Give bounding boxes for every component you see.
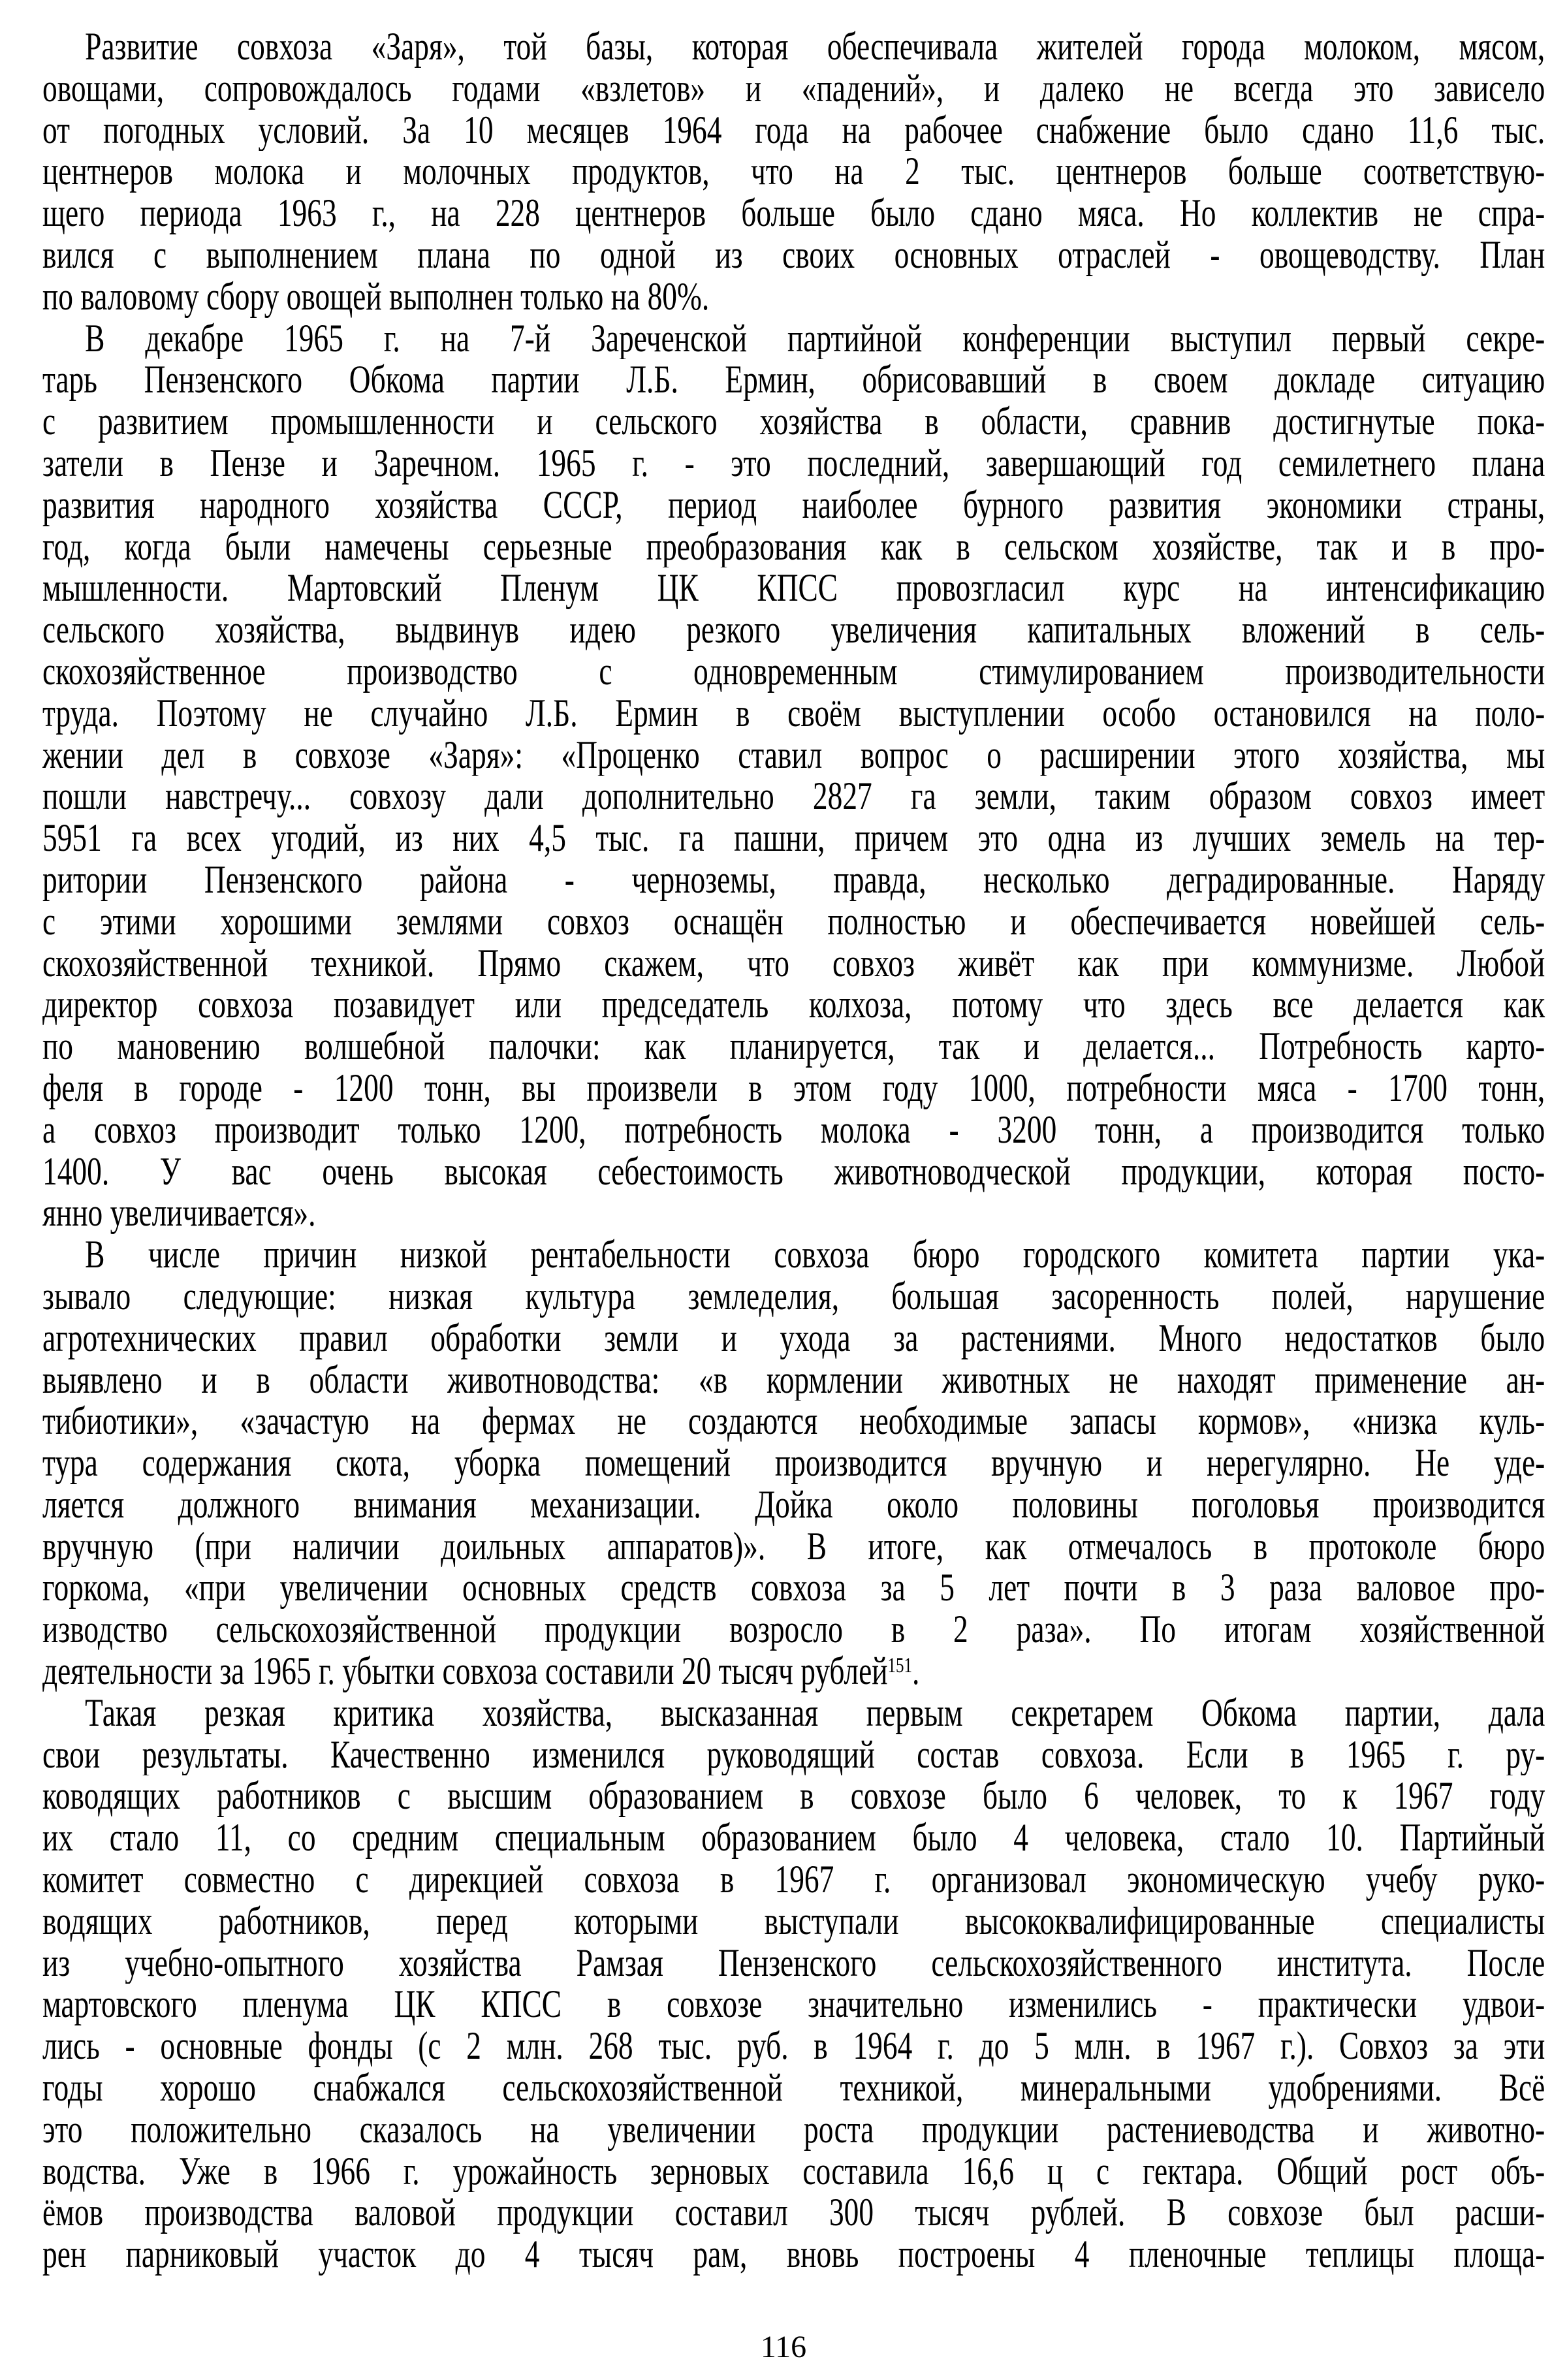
- text-line: В декабре 1965 г. на 7-й Зареченской партийной конференции выступил первый секре-: [85, 317, 1545, 360]
- text-line: тарь Пензенского Обкома партии Л.Б. Ермин, обрисовавший в своем докладе ситуацию: [42, 359, 1545, 402]
- paragraph: [42, 318, 1545, 1235]
- text-line: водства. Уже в 1966 г. урожайность зерновых составила 16,6 ц с гектара. Общий рост объ-: [42, 2150, 1545, 2193]
- text-line: директор совхоза позавидует или председатель колхоза, потому что здесь все делается как: [42, 984, 1545, 1026]
- text-line: овощами, сопровождалось годами «взлетов» и «падений», и далеко не всегда это зависело: [42, 67, 1545, 110]
- text-line: развития народного хозяйства СССР, период наиболее бурного развития экономики страны,: [42, 484, 1545, 526]
- text-line: 1400. У вас очень высокая себестоимость животноводческой продукции, которая посто-: [42, 1150, 1545, 1193]
- text-line: годы хорошо снабжался сельскохозяйственной техникой, минеральными удобрениями. Всё: [42, 2067, 1545, 2109]
- text-line: феля в городе - 1200 тонн, вы произвели в этом году 1000, потребности мяса - 1700 тонн,: [42, 1067, 1545, 1109]
- text-line: их стало 11, со средним специальным образованием было 4 человека, стало 10. Партийный: [42, 1817, 1545, 1860]
- text-line: Развитие совхоза «Заря», той базы, которая обеспечивала жителей города молоком, мясом,: [85, 26, 1545, 68]
- text-line: центнеров молока и молочных продуктов, что на 2 тыс. центнеров больше соответствую-: [42, 151, 1545, 193]
- text-line: изводство сельскохозяйственной продукции возросло в 2 раза». По итогам хозяйственной: [42, 1609, 1545, 1651]
- text-line: Такая резкая критика хозяйства, высказанная первым секретарем Обкома партии, дала: [85, 1692, 1545, 1734]
- text-line: В числе причин низкой рентабельности совхоза бюро городского комитета партии ука-: [85, 1234, 1545, 1276]
- text-line: скохозяйственное производство с одновременным стимулированием производительности: [42, 650, 1545, 693]
- page-number: 116: [760, 2330, 807, 2364]
- text-line: труда. Поэтому не случайно Л.Б. Ермин в своём выступлении особо остановился на поло-: [42, 692, 1545, 735]
- text-line: затели в Пензе и Заречном. 1965 г. - это последний, завершающий год семилетнего плана: [42, 442, 1545, 484]
- text-line: лись - основные фонды (с 2 млн. 268 тыс. руб. в 1964 г. до 5 млн. в 1967 г.). Совхоз за эти: [42, 2025, 1545, 2068]
- text-line: деятельности за 1965 г. убытки совхоза составили 20 тысяч рублей$^{151}$.: [42, 1651, 920, 1692]
- text-line: комитет совместно с дирекцией совхоза в 1967 г. организовал экономическую учебу руко-: [42, 1859, 1545, 1901]
- text-line: ритории Пензенского района - черноземы, правда, несколько деградированные. Наряду: [42, 859, 1545, 901]
- text-line: сельского хозяйства, выдвинув идею резкого увеличения капитальных вложений в сель-: [42, 609, 1545, 651]
- paragraph: [42, 26, 1545, 318]
- text-line: тибиотики», «зачастую на фермах не создаются необходимые запасы кормов», «низка куль-: [42, 1401, 1545, 1443]
- text-line: свои результаты. Качественно изменился руководящий состав совхоза. Если в 1965 г. ру-: [42, 1734, 1545, 1776]
- text-line: жении дел в совхозе «Заря»: «Проценко ставил вопрос о расширении этого хозяйства, мы: [42, 734, 1545, 776]
- text-line: мышленности. Мартовский Пленум ЦК КПСС провозгласил курс на интенсификацию: [42, 567, 1545, 610]
- text-line: мартовского пленума ЦК КПСС в совхозе значительно изменились - практически удвои-: [42, 1984, 1545, 2026]
- text-line: с развитием промышленности и сельского хозяйства в области, сравнив достигнутые пока-: [42, 401, 1545, 443]
- text-line: зывало следующие: низкая культура земледелия, большая засоренность полей, нарушение: [42, 1275, 1545, 1318]
- paragraph: [42, 1692, 1545, 2276]
- text-line: пошли навстречу... совхозу дали дополнительно 2827 га земли, таким образом совхоз имеет: [42, 776, 1545, 818]
- text-line: ёмов производства валовой продукции составил 300 тысяч рублей. В совхозе был расши-: [42, 2192, 1545, 2234]
- text-line: ляется должного внимания механизации. Дойка около половины поголовья производится: [42, 1484, 1545, 1526]
- text-line: а совхоз производит только 1200, потребность молока - 3200 тонн, а производится только: [42, 1109, 1545, 1151]
- text-line: щего периода 1963 г., на 228 центнеров больше было сдано мяса. Но коллектив не спра-: [42, 193, 1545, 234]
- text-line: вился с выполнением плана по одной из своих основных отраслей - овощеводству. План: [42, 234, 1545, 276]
- text-line: водящих работников, перед которыми выступали высококвалифицированные специалисты: [42, 1900, 1545, 1943]
- text-line: год, когда были намечены серьезные преобразования как в сельском хозяйстве, так и в про-: [42, 526, 1545, 568]
- footnote-ref: 151: [887, 1653, 913, 1677]
- text-line: янно увеличивается».: [42, 1192, 316, 1235]
- text-line: агротехнических правил обработки земли и ухода за растениями. Много недостатков было: [42, 1317, 1545, 1359]
- text-line: 5951 га всех угодий, из них 4,5 тыс. га пашни, причем это одна из лучших земель на тер-: [42, 817, 1545, 859]
- text-line: скохозяйственной техникой. Прямо скажем, что совхоз живёт как при коммунизме. Любой: [42, 942, 1545, 985]
- text-line: это положительно сказалось на увеличении роста продукции растениеводства и животно-: [42, 2108, 1545, 2151]
- text-line: с этими хорошими землями совхоз оснащён полностью и обеспечивается новейшей сель-: [42, 900, 1545, 943]
- text-line: от погодных условий. За 10 месяцев 1964 года на рабочее снабжение было сдано 11,6 тыс.: [42, 109, 1545, 151]
- paragraph: [42, 1234, 1545, 1692]
- page-text: [42, 26, 1545, 2276]
- text-line: тура содержания скота, уборка помещений производится вручную и нерегулярно. Не уде-: [42, 1442, 1545, 1484]
- text-line: по мановению волшебной палочки: как планируется, так и делается... Потребность карто-: [42, 1026, 1545, 1068]
- text-line: по валовому сбору овощей выполнен только на 80%.: [42, 276, 710, 318]
- text-line: ководящих работников с высшим образованием в совхозе было 6 человек, то к 1967 году: [42, 1775, 1545, 1818]
- text-line: выявлено и в области животноводства: «в кормлении животных не находят применение ан-: [42, 1359, 1545, 1401]
- text-line: горкома, «при увеличении основных средств совхоза за 5 лет почти в 3 раза валовое про-: [42, 1567, 1545, 1610]
- text-line: рен парниковый участок до 4 тысяч рам, вновь построены 4 пленочные теплицы площа-: [42, 2234, 1545, 2276]
- text-line: из учебно-опытного хозяйства Рамзая Пензенского сельскохозяйственного института. После: [42, 1942, 1545, 1984]
- text-line: вручную (при наличии доильных аппаратов)». В итоге, как отмечалось в протоколе бюро: [42, 1525, 1545, 1568]
